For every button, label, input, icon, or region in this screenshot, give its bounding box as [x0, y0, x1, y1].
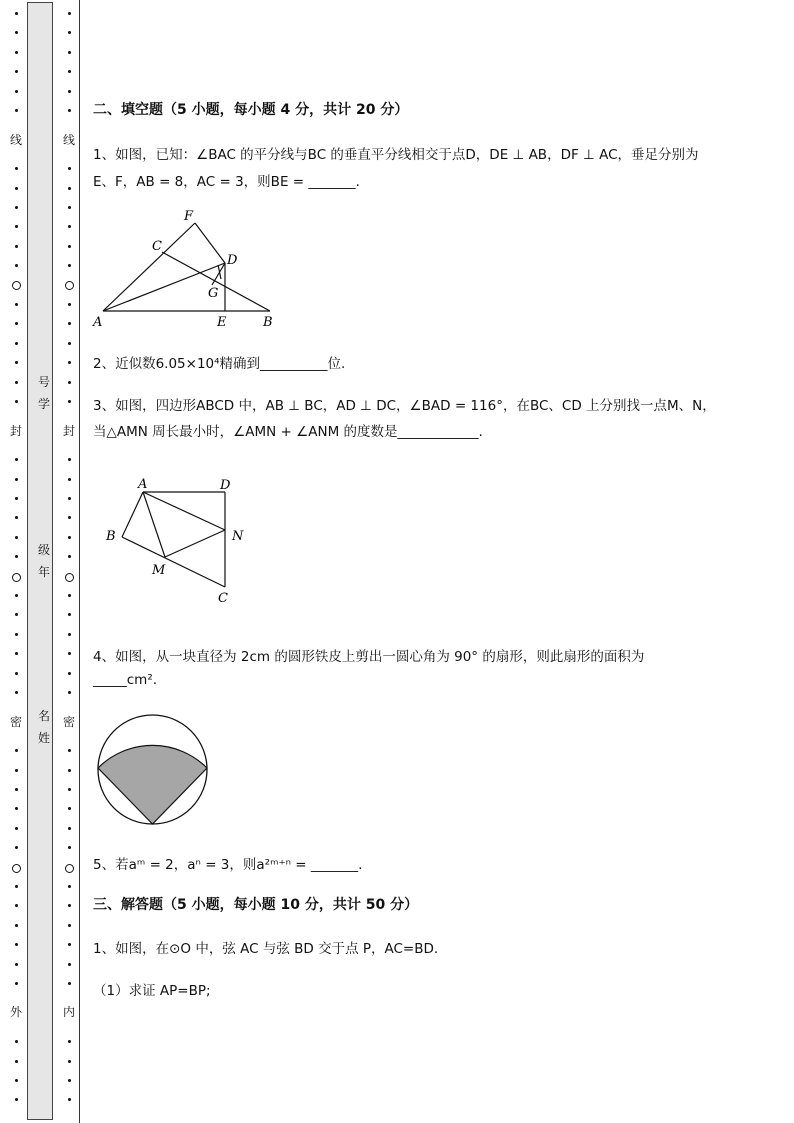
cut-line-dot [15, 109, 18, 112]
cut-line-dot [68, 672, 71, 675]
name-label: 名 [38, 709, 51, 723]
cut-line-dot [15, 12, 18, 15]
cut-line-dot [15, 982, 18, 985]
cut-line-dot [68, 633, 71, 636]
cut-line-dot [68, 497, 71, 500]
cut-line-dot [15, 478, 18, 481]
cut-line-dot [15, 1079, 18, 1082]
cut-line-dot [15, 633, 18, 636]
grade-label: 年 [38, 565, 51, 579]
cut-line-ring [65, 573, 74, 582]
figure-label: D [227, 253, 238, 268]
seal-line-char: 封 [63, 424, 76, 438]
cut-line-dot [15, 206, 18, 209]
cut-line-dot [68, 51, 71, 54]
cut-line-dot [68, 1079, 71, 1082]
cut-line-ring [12, 864, 21, 873]
seal-line-char: 外 [10, 1005, 23, 1019]
solution-question-1-part-1: （1）求证 AP=BP; [93, 983, 211, 999]
question-3-figure [100, 474, 250, 606]
cut-line-ring [65, 281, 74, 290]
question-2-text: 2、近似数6.05×10⁴精确到__________位. [93, 356, 346, 372]
cut-line-dot [15, 963, 18, 966]
seal-line-char: 封 [10, 424, 23, 438]
cut-line-dot [68, 478, 71, 481]
cut-line-dot [15, 769, 18, 772]
cut-line-dot [68, 982, 71, 985]
cut-line-dot [15, 245, 18, 248]
cut-line-dot [15, 400, 18, 403]
name-label: 姓 [38, 731, 51, 745]
cut-line-dot [15, 691, 18, 694]
figure-label: B [263, 315, 273, 330]
cut-line-dot [15, 827, 18, 830]
cut-line-dot [68, 109, 71, 112]
student-id-label: 学 [38, 397, 51, 411]
figure-label: G [208, 286, 219, 301]
cut-line-dot [15, 1060, 18, 1063]
cut-line-dot [68, 400, 71, 403]
cut-line-dot [15, 924, 18, 927]
cut-line-dot [15, 885, 18, 888]
cut-line-dot [68, 536, 71, 539]
seal-line-char: 线 [63, 133, 76, 147]
cut-line-ring [12, 573, 21, 582]
figure-label: A [93, 315, 103, 330]
figure-label: M [152, 563, 166, 578]
cut-line-dot [15, 51, 18, 54]
solution-question-1-text: 1、如图，在⊙O 中，弦 AC 与弦 BD 交于点 P，AC=BD. [93, 941, 439, 957]
cut-line-dot [15, 90, 18, 93]
cut-line-dot [68, 963, 71, 966]
cut-line-dot [15, 788, 18, 791]
cut-line-dot [15, 536, 18, 539]
figure-label: C [218, 591, 228, 606]
student-info-column [27, 2, 53, 1120]
cut-line-dot [68, 342, 71, 345]
figure-label: F [184, 209, 194, 224]
section-title-fill-in: 二、填空题（5 小题，每小题 4 分，共计 20 分） [93, 102, 409, 118]
cut-line-dot [68, 187, 71, 190]
figure-label: N [232, 529, 244, 544]
cut-line-dot [68, 303, 71, 306]
question-1-figure [90, 205, 290, 333]
cut-line-dot [68, 788, 71, 791]
cut-line-dot [68, 827, 71, 830]
cut-line-dot [15, 672, 18, 675]
section-title-answer: 三、解答题（5 小题，每小题 10 分，共计 50 分） [93, 897, 419, 913]
cut-line-dot [68, 381, 71, 384]
question-4-text: 4、如图，从一块直径为 2cm 的圆形铁皮上剪出一圆心角为 90° 的扇形，则此扇形的面积为 [93, 649, 645, 665]
cut-line-dot [15, 381, 18, 384]
figure-label: A [138, 477, 148, 492]
figure-label: D [220, 478, 231, 493]
question-1-text: 1、如图，已知：∠BAC 的平分线与BC 的垂直平分线相交于点D，DE ⊥ AB，DF ⊥ AC，垂足分别为 [93, 147, 699, 163]
figure-label: B [106, 529, 116, 544]
cut-line-dot [15, 187, 18, 190]
cut-line-dot [68, 206, 71, 209]
question-1-text: E、F，AB = 8，AC = 3，则BE = _______. [93, 174, 360, 190]
cut-line-dot [15, 342, 18, 345]
seal-line-char: 密 [63, 715, 76, 729]
figure-label: E [217, 315, 227, 330]
student-id-label: 号 [38, 375, 51, 389]
cut-line-dot [15, 497, 18, 500]
figure-label: C [152, 239, 162, 254]
question-3-text: 3、如图，四边形ABCD 中，AB ⊥ BC，AD ⊥ DC，∠BAD = 116°，在BC、CD 上分别找一点M、N， [93, 398, 716, 414]
question-3-text: 当△AMN 周长最小时，∠AMN + ∠ANM 的度数是____________. [93, 424, 483, 440]
cut-line-dot [68, 885, 71, 888]
binding-margin-right [54, 0, 80, 1123]
cut-line-dot [68, 594, 71, 597]
cut-line-ring [65, 864, 74, 873]
cut-line-dot [68, 691, 71, 694]
cut-line-dot [15, 594, 18, 597]
cut-line-dot [68, 245, 71, 248]
cut-line-dot [68, 12, 71, 15]
cut-line-dot [15, 303, 18, 306]
seal-line-char: 内 [63, 1005, 76, 1019]
seal-line-char: 密 [10, 715, 23, 729]
question-4-text: _____cm². [93, 672, 158, 688]
cut-line-dot [68, 924, 71, 927]
seal-line-char: 线 [10, 133, 23, 147]
cut-line-ring [12, 281, 21, 290]
cut-line-dot [68, 769, 71, 772]
binding-margin-left [0, 0, 26, 1123]
cut-line-dot [68, 1060, 71, 1063]
grade-label: 级 [38, 543, 51, 557]
question-5-text: 5、若aᵐ = 2，aⁿ = 3，则a²ᵐ⁺ⁿ = _______. [93, 857, 363, 873]
question-4-figure [94, 712, 212, 830]
cut-line-dot [68, 90, 71, 93]
